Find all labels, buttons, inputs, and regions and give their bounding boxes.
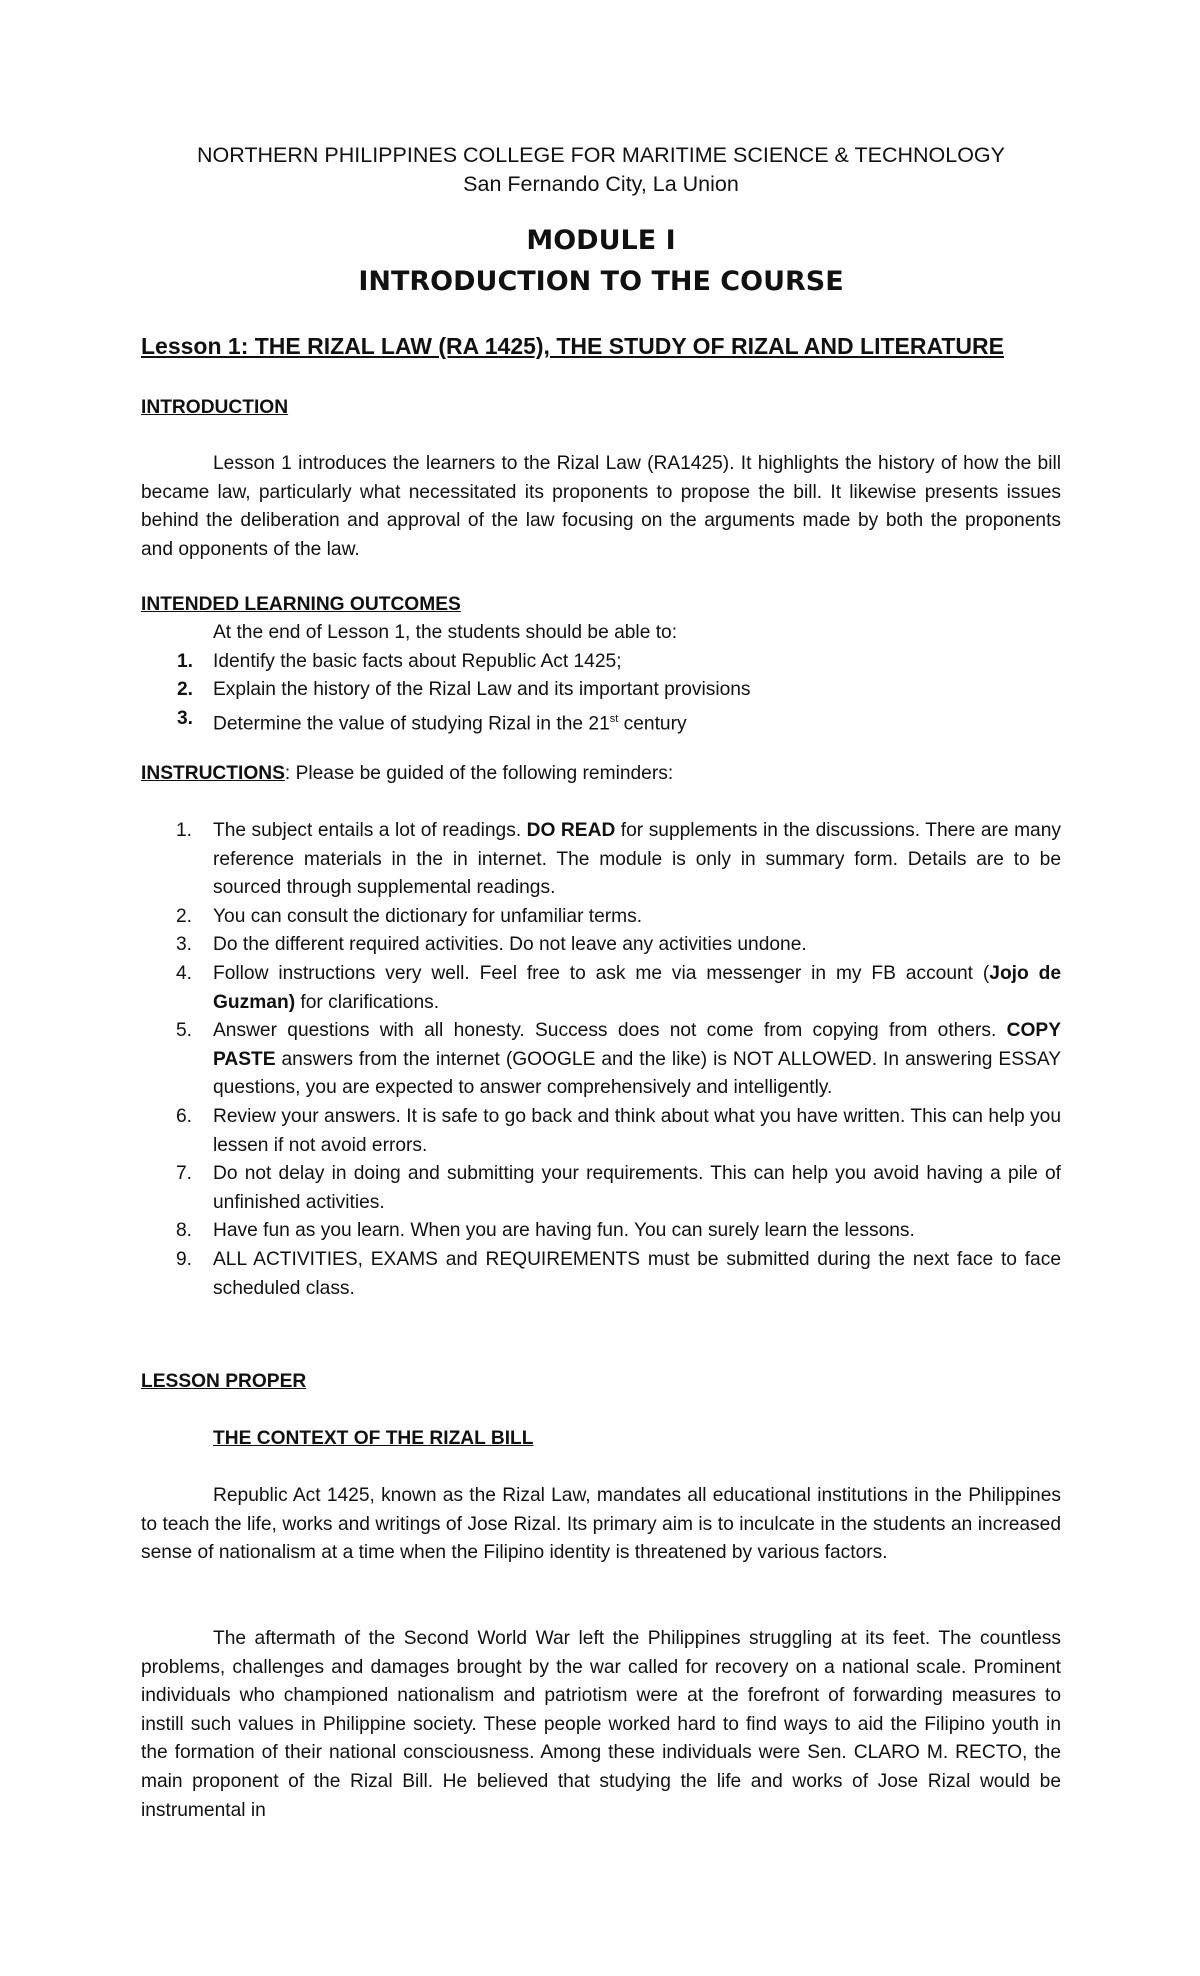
instruction-item [141,1103,1061,1160]
instruction-number: 6. [176,1105,193,1127]
instruction-item [141,931,1061,960]
instruction-text: You can consult the dictionary for unfamiliar terms. [213,905,643,927]
lesson-proper-subheading: THE CONTEXT OF THE RIZAL BILL [213,1428,534,1449]
instruction-item [141,1246,1061,1303]
instruction-text: for supplements in the discussions. There are many reference materials in the in internet. The module is only in summary form. Details are to be sourced through supplemental readings. [213,820,1061,899]
school-location: San Fernando City, La Union [463,172,739,196]
outcome-number: 2. [177,679,194,701]
instruction-emphasis: DO READ [526,820,616,841]
module-title: INTRODUCTION TO THE COURSE [358,266,844,297]
instruction-text: Do not delay in doing and submitting your requirements. This can help you avoid having a pile of unfinished activities. [213,1163,1061,1213]
outcome-text: Determine the value of studying Rizal in the 21 [213,713,610,735]
instruction-item [141,817,1061,903]
introduction-text: Lesson 1 introduces the learners to the Rizal Law (RA1425). It highlights the history of how the bill became law, particularly what necessitated its proponents to propose the bill. It likewise presents issues behind the deliberation and approval of the law focusing on the arguments made by both the proponents and opponents of the law. [141,453,1061,560]
introduction-heading: INTRODUCTION [141,397,289,418]
school-name: NORTHERN PHILIPPINES COLLEGE FOR MARITIME SCIENCE & TECHNOLOGY [197,143,1005,167]
instruction-number: 8. [176,1220,193,1242]
instruction-emphasis: Jojo de Guzman) [213,962,1061,1013]
lesson-paragraph: Republic Act 1425, known as the Rizal Law, mandates all educational institutions in the Philippines to teach the life, works and writings of Jose Rizal. Its primary aim is to inculcate in the students an increased sense of nationalism at a time when the Filipino identity is threatened by various factors. [141,1485,1061,1564]
outcome-number: 3. [177,707,194,729]
outcome-superscript: st [609,712,619,725]
instruction-number: 9. [176,1248,193,1270]
instructions-lead: : Please be guided of the following reminders: [284,763,674,784]
instruction-number: 3. [176,934,193,956]
instruction-number: 7. [176,1163,193,1185]
instructions-list [141,817,1061,1303]
instruction-text: Follow instructions very well. Feel free to ask me via messenger in my FB account ( [213,962,990,984]
instruction-text: answers from the internet (GOOGLE and the like) is NOT ALLOWED. In answering ESSAY questions, you are expected to answer comprehensively and intelligently. [213,1048,1061,1099]
lesson-title: Lesson 1: THE RIZAL LAW (RA 1425), THE STUDY OF RIZAL AND LITERATURE [141,333,1004,359]
instruction-text: The subject entails a lot of readings. [213,820,527,841]
outcome-item [141,648,1061,677]
lesson-paragraph: The aftermath of the Second World War left the Philippines struggling at its feet. The countless problems, challenges and damages brought by the war called for recovery on a national scale. Prominent individuals who championed nationalism and patriotism were at the forefront of forwarding measures to instill such values in Philippine society. These people worked hard to find ways to aid the Filipino youth in the formation of their national consciousness. Among these individuals were Sen. CLARO M. RECTO, the main proponent of the Rizal Bill. He believed that studying the life and works of Jose Rizal would be instrumental in [141,1628,1061,1821]
instruction-item [141,1217,1061,1246]
outcome-text: Explain the history of the Rizal Law and its important provisions [213,679,751,701]
outcomes-lead: At the end of Lesson 1, the students should be able to: [213,622,678,643]
instruction-text: Do the different required activities. Do not leave any activities undone. [213,934,807,956]
outcomes-heading: INTENDED LEARNING OUTCOMES [141,594,461,615]
instruction-item [141,960,1061,1017]
instruction-number: 2. [176,905,193,927]
instruction-number: 5. [176,1020,193,1042]
lesson-proper-heading: LESSON PROPER [141,1371,307,1392]
outcomes-block [141,619,1061,739]
instruction-text: ALL ACTIVITIES, EXAMS and REQUIREMENTS must be submitted during the next face to face scheduled class. [213,1248,1061,1299]
instruction-text: for clarifications. [295,991,440,1013]
instruction-text: Have fun as you learn. When you are having fun. You can surely learn the lessons. [213,1220,915,1242]
instruction-text: Review your answers. It is safe to go back and think about what you have written. This can help you lessen if not avoid errors. [213,1105,1061,1156]
outcome-text: Identify the basic facts about Republic Act 1425; [213,650,622,672]
instruction-number: 1. [176,820,193,841]
instruction-item [141,1017,1061,1103]
outcome-text-end: century [618,713,687,735]
instructions-heading: INSTRUCTIONS [141,763,285,784]
instruction-item [141,1160,1061,1217]
instruction-text: Answer questions with all honesty. Success does not come from copying from others. [213,1020,1007,1042]
instruction-item [141,903,1061,932]
instruction-emphasis: COPY PASTE [213,1020,1061,1070]
instructions-line [141,760,1061,789]
module-number: MODULE I [526,225,676,256]
instruction-number: 4. [176,962,193,984]
outcome-item [141,676,1061,705]
outcome-number: 1. [177,650,194,672]
outcome-item [141,705,1061,739]
